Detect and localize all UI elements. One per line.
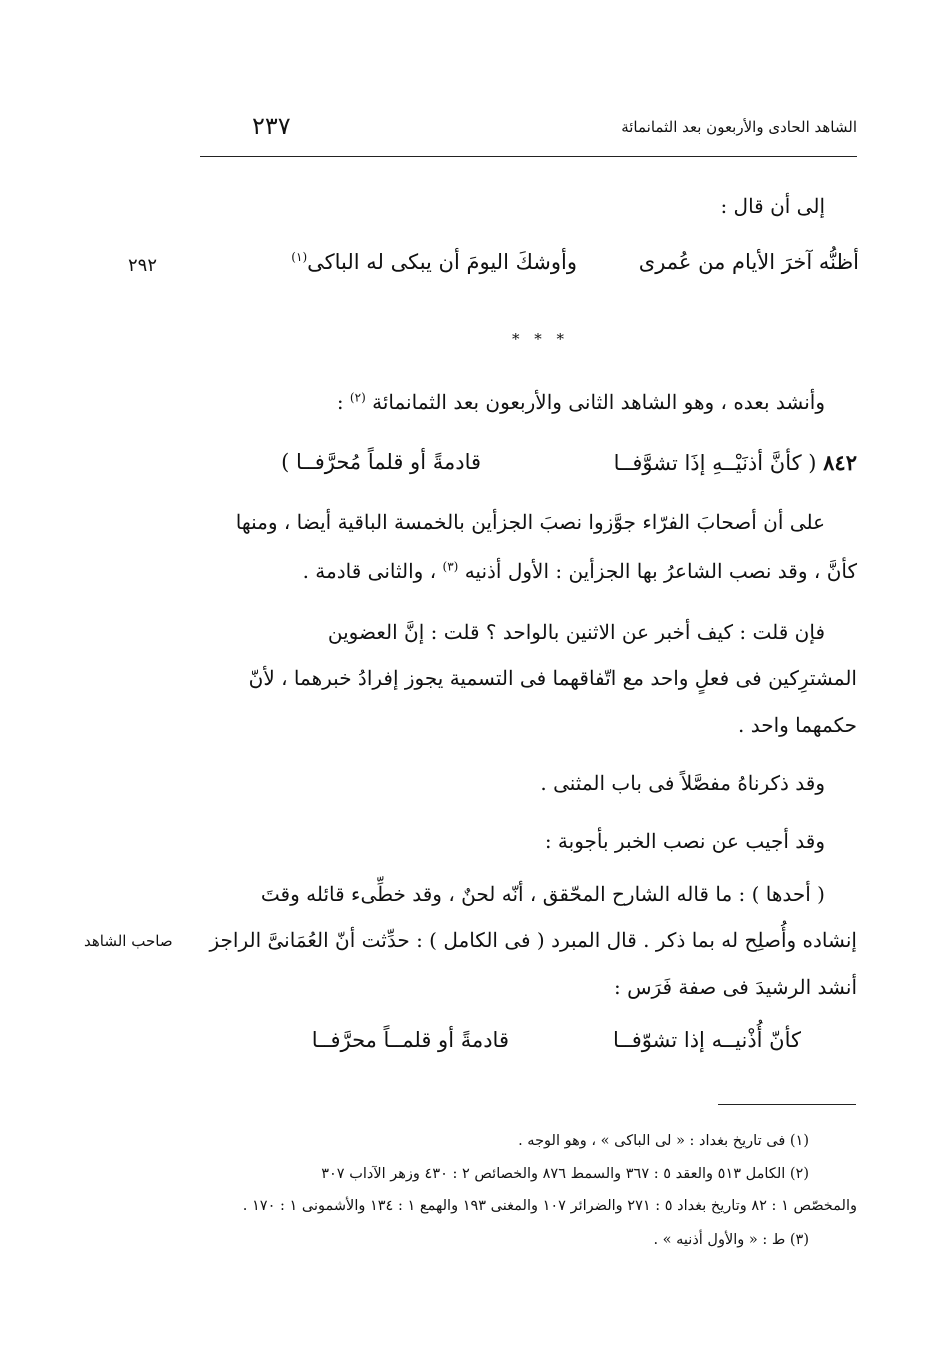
- footnote-3: (٣) ط : « والأول أذنيه » .: [653, 1232, 809, 1248]
- paragraph-2-line-1: فإن قلت : كيف أخبر عن الاثنين بالواحد ؟ قلت : إنَّ العضوين: [327, 620, 825, 644]
- witness-intro-colon: :: [336, 390, 344, 414]
- verse-3-second-hemistich: قادمةً أو قلمــاً محرَّفــا: [311, 1028, 509, 1052]
- footnote-ref-2: (٢): [349, 390, 366, 405]
- paragraph-2-line-2: المشترِكين فى فعلٍ واحد مع اتّفاقهما فى التسمية يجوز إفرادُ خبرهما ، لأنّ: [248, 666, 857, 690]
- footnote-ref-3: (٣): [442, 559, 459, 574]
- paragraph-4: وقد أجيب عن نصب الخبر بأجوبة :: [544, 829, 825, 853]
- intro-line: إلى أن قال :: [720, 194, 825, 218]
- paragraph-5-line-2: إنشاده وأُصلِح له بما ذكر . قال المبرد ( فى الكامل ) : حدِّثت أنّ العُمَانىَّ الراجز: [209, 928, 857, 952]
- verse-2-first-text: ( كأنَّ أذنَيْــهِ إذَا تشوَّفــا: [613, 451, 817, 475]
- footnote-2-line-2: والمخصّص ١ : ٨٢ وتاريخ بغداد ٥ : ٢٧١ والضرائر ١٠٧ والمغنى ١٩٣ والهمع ١ : ١٣٤ والأشمونى ١ : ١٧٠ .: [242, 1198, 857, 1214]
- paragraph-1-line-2-end: ، والثانى قادمة .: [302, 559, 437, 583]
- paragraph-1-line-2-text: كأنَّ ، وقد نصب الشاعرُ بها الجزأين : الأول أذنيه: [464, 559, 857, 583]
- witness-intro-text: وأنشد بعده ، وهو الشاهد الثانى والأربعون بعد الثمانمائة: [372, 390, 825, 414]
- verse-3-first-hemistich: كأنّ أُذْنيــه إذا تشوّفــا: [613, 1028, 801, 1052]
- footnote-2-line-1: (٢) الكامل ٥١٣ والعقد ٥ : ٣٦٧ والسمط ٨٧٦ والخصائص ٢ : ٤٣٠ وزهر الآداب ٣٠٧: [321, 1166, 809, 1182]
- verse-1-second-text: وأوشكَ اليومَ أن يبكى له الباكى: [307, 250, 577, 274]
- paragraph-3: وقد ذكرناهُ مفصَّلاً فى باب المثنى .: [540, 771, 825, 795]
- verse-2-second-hemistich: قادمةً أو قلماً مُحرَّفــا ): [281, 450, 481, 474]
- running-title: الشاهد الحادى والأربعون بعد الثمانمائة: [621, 118, 857, 136]
- section-separator: * * *: [512, 330, 570, 348]
- verse-2-first-hemistich: [614, 450, 857, 475]
- page-number: ٢٣٧: [252, 112, 291, 140]
- footnote-1: (١) فى تاريخ بغداد : « لى الباكى » ، وهو الوجه .: [518, 1133, 809, 1149]
- paragraph-1-line-2: [303, 559, 857, 583]
- margin-note: صاحب الشاهد: [84, 932, 173, 950]
- paragraph-5-line-1: ( أحدها ) : ما قاله الشارح المحّقق ، أنّه لحنٌ ، وقد خطِّىء قائله وقتَ: [260, 882, 825, 906]
- verse-1-second-hemistich: [291, 250, 577, 274]
- witness-number: ٨٤٢: [823, 450, 857, 475]
- verse-1-first-hemistich: أظنُّه آخرَ الأيام من عُمرى: [638, 250, 859, 274]
- footnote-rule: [718, 1104, 856, 1105]
- paragraph-1-line-1: على أن أصحابَ الفرّاء جوَّزوا نصبَ الجزأين بالخمسة الباقية أيضا ، ومنها: [235, 510, 825, 534]
- margin-number: ٢٩٢: [128, 255, 158, 276]
- paragraph-5-line-3: أنشد الرشيدَ فى صفة فَرَس :: [613, 975, 857, 999]
- footnote-ref-1: (١): [291, 250, 308, 264]
- witness-intro: [337, 390, 825, 414]
- header-rule: [200, 156, 857, 157]
- paragraph-2-line-3: حكمهما واحد .: [738, 713, 857, 737]
